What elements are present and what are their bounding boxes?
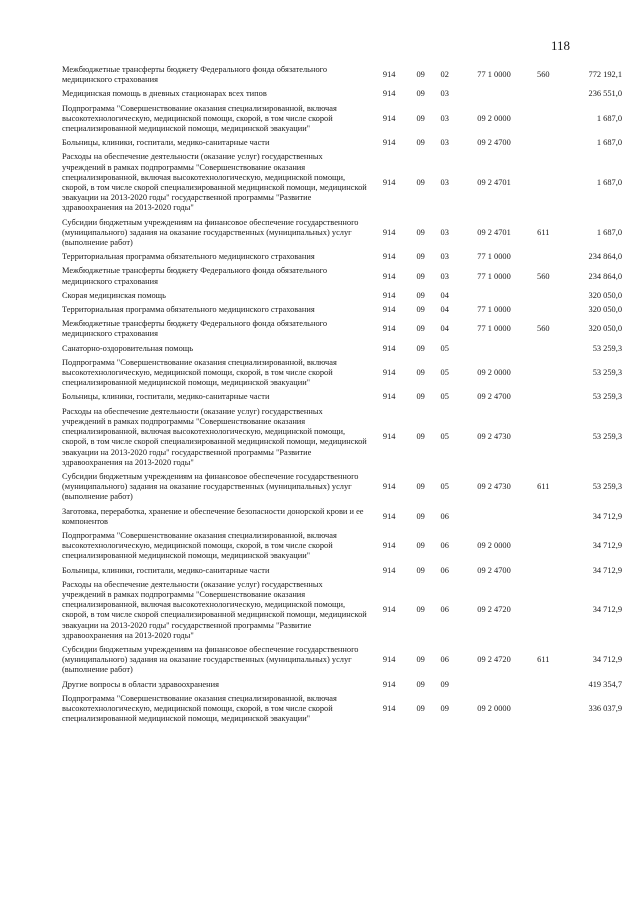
row-ved-code: 914 (382, 324, 396, 334)
row-ved-code: 914 (382, 605, 396, 615)
row-subsection-code: 06 (440, 655, 449, 665)
table-row (62, 103, 622, 138)
row-amount: 53 259,3 (592, 482, 622, 492)
row-target-article (458, 506, 529, 530)
row-amount: 234 864,0 (588, 252, 622, 262)
row-expense-type (530, 506, 557, 530)
row-section-code: 09 (416, 541, 425, 551)
row-ved-code: 914 (382, 138, 396, 148)
row-subsection-code: 05 (440, 343, 449, 353)
row-expense-type (530, 251, 557, 265)
table-row (62, 64, 622, 88)
row-ved-code: 914 (382, 565, 396, 575)
row-subsection-code: 03 (440, 177, 449, 187)
row-name: Больницы, клиники, госпитали, медико-санитарные части (62, 392, 270, 402)
row-expense-type (530, 357, 557, 392)
table-row (62, 506, 622, 530)
row-amount: 320 050,0 (588, 324, 622, 334)
row-target-article: 77 1 0000 (477, 305, 511, 315)
row-expense-type: 560 (537, 70, 550, 80)
table-row (62, 343, 622, 357)
row-target-article: 77 1 0000 (477, 70, 511, 80)
row-subsection-code: 03 (440, 252, 449, 262)
row-ved-code: 914 (382, 343, 396, 353)
row-subsection-code: 06 (440, 541, 449, 551)
row-name: Подпрограмма "Совершенствование оказания специализированной, включая высокотехнологическую, медицинской помощи, скорой, в том числе скорой специализированной медицинской помощи, медицинской эвакуации" (62, 357, 337, 388)
row-target-article: 77 1 0000 (477, 271, 511, 281)
row-amount: 320 050,0 (588, 290, 622, 300)
table-row (62, 530, 622, 565)
row-target-article (458, 679, 529, 693)
table-row (62, 251, 622, 265)
row-name: Межбюджетные трансферты бюджету Федерального фонда обязательного медицинского страхования (62, 266, 328, 286)
row-target-article: 09 2 4730 (477, 432, 511, 442)
row-section-code: 09 (416, 252, 425, 262)
row-section-code: 09 (416, 113, 425, 123)
row-subsection-code: 09 (440, 679, 449, 689)
row-ved-code: 914 (382, 252, 396, 262)
table-row (62, 88, 622, 102)
row-subsection-code: 05 (440, 482, 449, 492)
row-section-code: 09 (416, 482, 425, 492)
row-expense-type (530, 406, 557, 471)
row-name: Расходы на обеспечение деятельности (оказание услуг) государственных учреждений в рамках подпрограммы "Совершенствование оказания специализированной, включая высокотехнологическую, медицинской помощи, скорой, в том числе скорой специализированной медицинской помощи, медицинской эвакуации на 2013-2020 годы" государственной программы "Развитие здравоохранения на 2013-2020 годы" (62, 152, 367, 213)
row-name: Другие вопросы в области здравоохранения (62, 679, 219, 689)
row-amount: 1 687,0 (596, 227, 622, 237)
row-name: Межбюджетные трансферты бюджету Федерального фонда обязательного медицинского страхования (62, 319, 328, 339)
row-section-code: 09 (416, 324, 425, 334)
row-expense-type: 611 (537, 655, 550, 665)
row-expense-type (530, 137, 557, 151)
row-name: Скорая медицинская помощь (62, 290, 166, 300)
table-row (62, 565, 622, 579)
row-expense-type (530, 693, 557, 728)
row-name: Подпрограмма "Совершенствование оказания специализированной, включая высокотехнологическую, медицинской помощи, скорой, в том числе скорой специализированной медицинской помощи, медицинской эвакуации" (62, 530, 337, 561)
table-row (62, 644, 622, 679)
row-name: Межбюджетные трансферты бюджету Федерального фонда обязательного медицинского страхования (62, 65, 328, 85)
row-amount: 1 687,0 (596, 113, 622, 123)
row-amount: 34 712,9 (592, 541, 622, 551)
row-amount: 34 712,9 (592, 605, 622, 615)
row-ved-code: 914 (382, 271, 396, 281)
row-section-code: 09 (416, 565, 425, 575)
row-subsection-code: 03 (440, 227, 449, 237)
row-name: Санаторно-оздоровительная помощь (62, 343, 194, 353)
row-expense-type: 560 (537, 271, 550, 281)
row-ved-code: 914 (382, 290, 396, 300)
row-section-code: 09 (416, 655, 425, 665)
row-target-article: 09 2 4700 (477, 392, 511, 402)
row-amount: 234 864,0 (588, 271, 622, 281)
table-row (62, 471, 622, 506)
row-ved-code: 914 (382, 177, 396, 187)
table-row (62, 391, 622, 405)
row-subsection-code: 04 (440, 290, 449, 300)
row-section-code: 09 (416, 70, 425, 80)
row-ved-code: 914 (382, 392, 396, 402)
row-ved-code: 914 (382, 679, 396, 689)
row-expense-type: 611 (537, 227, 550, 237)
row-target-article: 09 2 4700 (477, 565, 511, 575)
row-amount: 320 050,0 (588, 305, 622, 315)
row-section-code: 09 (416, 305, 425, 315)
row-amount: 1 687,0 (596, 138, 622, 148)
row-ved-code: 914 (382, 703, 396, 713)
row-ved-code: 914 (382, 89, 396, 99)
row-expense-type (530, 151, 557, 216)
table-row (62, 406, 622, 471)
row-section-code: 09 (416, 679, 425, 689)
row-target-article: 09 2 0000 (477, 703, 511, 713)
table-row (62, 693, 622, 728)
row-expense-type: 560 (537, 324, 550, 334)
row-amount: 236 551,0 (588, 89, 622, 99)
page-number: 118 (551, 38, 571, 53)
row-section-code: 09 (416, 227, 425, 237)
row-ved-code: 914 (382, 541, 396, 551)
row-ved-code: 914 (382, 655, 396, 665)
row-target-article: 09 2 4701 (477, 177, 511, 187)
row-ved-code: 914 (382, 511, 396, 521)
table-row (62, 217, 622, 252)
row-subsection-code: 03 (440, 271, 449, 281)
row-ved-code: 914 (382, 482, 396, 492)
table-row (62, 357, 622, 392)
row-name: Заготовка, переработка, хранение и обеспечение безопасности донорской крови и ее компонентов (62, 506, 364, 526)
row-ved-code: 914 (382, 305, 396, 315)
row-name: Расходы на обеспечение деятельности (оказание услуг) государственных учреждений в рамках подпрограммы "Совершенствование оказания специализированной, включая высокотехнологическую, медицинской помощи, скорой, в том числе скорой специализированной медицинской помощи, медицинской эвакуации на 2013-2020 годы" государственной программы "Развитие здравоохранения на 2013-2020 годы" (62, 406, 367, 467)
budget-table (62, 64, 622, 727)
row-section-code: 09 (416, 271, 425, 281)
row-amount: 34 712,9 (592, 655, 622, 665)
row-target-article (458, 88, 529, 102)
row-expense-type: 611 (537, 482, 550, 492)
row-expense-type (530, 565, 557, 579)
row-target-article: 09 2 4701 (477, 227, 511, 237)
row-ved-code: 914 (382, 368, 396, 378)
table-row (62, 290, 622, 304)
row-name: Больницы, клиники, госпитали, медико-санитарные части (62, 565, 270, 575)
row-amount: 34 712,9 (592, 511, 622, 521)
row-amount: 53 259,3 (592, 368, 622, 378)
row-section-code: 09 (416, 343, 425, 353)
row-target-article: 77 1 0000 (477, 324, 511, 334)
row-section-code: 09 (416, 432, 425, 442)
row-target-article: 09 2 0000 (477, 113, 511, 123)
row-name: Территориальная программа обязательного медицинского страхования (62, 305, 315, 315)
row-subsection-code: 05 (440, 392, 449, 402)
row-expense-type (530, 679, 557, 693)
row-name: Подпрограмма "Совершенствование оказания специализированной, включая высокотехнологическую, медицинской помощи, скорой, в том числе скорой специализированной медицинской помощи, медицинской эвакуации" (62, 103, 337, 134)
row-subsection-code: 06 (440, 511, 449, 521)
row-subsection-code: 05 (440, 368, 449, 378)
row-subsection-code: 05 (440, 432, 449, 442)
table-row (62, 151, 622, 216)
row-section-code: 09 (416, 511, 425, 521)
row-expense-type (530, 290, 557, 304)
row-amount: 53 259,3 (592, 392, 622, 402)
row-subsection-code: 04 (440, 324, 449, 334)
row-section-code: 09 (416, 605, 425, 615)
row-subsection-code: 06 (440, 605, 449, 615)
row-subsection-code: 09 (440, 703, 449, 713)
row-expense-type (530, 343, 557, 357)
row-name: Подпрограмма "Совершенствование оказания специализированной, включая высокотехнологическую, медицинской помощи, скорой, в том числе скорой специализированной медицинской помощи, медицинской эвакуации" (62, 693, 337, 724)
row-name: Расходы на обеспечение деятельности (оказание услуг) государственных учреждений в рамках подпрограммы "Совершенствование оказания специализированной, включая высокотехнологическую, медицинской помощи, скорой, в том числе скорой специализированной медицинской помощи, медицинской эвакуации на 2013-2020 годы" государственной программы "Развитие здравоохранения на 2013-2020 годы" (62, 579, 367, 640)
row-subsection-code: 02 (440, 70, 449, 80)
row-target-article (458, 343, 529, 357)
row-expense-type (530, 391, 557, 405)
row-target-article: 09 2 4720 (477, 655, 511, 665)
table-row (62, 579, 622, 644)
row-subsection-code: 03 (440, 138, 449, 148)
row-name: Территориальная программа обязательного медицинского страхования (62, 252, 315, 262)
row-section-code: 09 (416, 392, 425, 402)
row-name: Больницы, клиники, госпитали, медико-санитарные части (62, 138, 270, 148)
row-target-article: 09 2 4720 (477, 605, 511, 615)
row-ved-code: 914 (382, 113, 396, 123)
row-subsection-code: 03 (440, 113, 449, 123)
row-expense-type (530, 103, 557, 138)
row-target-article: 09 2 4700 (477, 138, 511, 148)
row-expense-type (530, 579, 557, 644)
row-name: Субсидии бюджетным учреждениям на финансовое обеспечение государственного (муниципального) задания на оказание государственных (муниципальных) услуг (выполнение работ) (62, 644, 359, 675)
row-subsection-code: 06 (440, 565, 449, 575)
row-ved-code: 914 (382, 70, 396, 80)
row-expense-type (530, 530, 557, 565)
row-name: Медицинская помощь в дневных стационарах всех типов (62, 89, 267, 99)
row-amount: 336 037,9 (588, 703, 622, 713)
row-expense-type (530, 88, 557, 102)
table-row (62, 318, 622, 342)
row-section-code: 09 (416, 138, 425, 148)
row-amount: 1 687,0 (596, 177, 622, 187)
row-amount: 772 192,1 (588, 70, 622, 80)
row-amount: 34 712,9 (592, 565, 622, 575)
table-row (62, 679, 622, 693)
row-section-code: 09 (416, 368, 425, 378)
row-subsection-code: 04 (440, 305, 449, 315)
row-target-article (458, 290, 529, 304)
table-row (62, 265, 622, 289)
row-name: Субсидии бюджетным учреждениям на финансовое обеспечение государственного (муниципального) задания на оказание государственных (муниципальных) услуг (выполнение работ) (62, 471, 359, 502)
table-row (62, 137, 622, 151)
row-expense-type (530, 304, 557, 318)
row-section-code: 09 (416, 177, 425, 187)
row-ved-code: 914 (382, 432, 396, 442)
row-amount: 419 354,7 (588, 679, 622, 689)
row-target-article: 77 1 0000 (477, 252, 511, 262)
row-target-article: 09 2 0000 (477, 368, 511, 378)
row-target-article: 09 2 4730 (477, 482, 511, 492)
table-row (62, 304, 622, 318)
row-target-article: 09 2 0000 (477, 541, 511, 551)
row-section-code: 09 (416, 703, 425, 713)
row-section-code: 09 (416, 290, 425, 300)
row-name: Субсидии бюджетным учреждениям на финансовое обеспечение государственного (муниципального) задания на оказание государственных (муниципальных) услуг (выполнение работ) (62, 217, 359, 248)
row-section-code: 09 (416, 89, 425, 99)
row-subsection-code: 03 (440, 89, 449, 99)
row-amount: 53 259,3 (592, 343, 622, 353)
row-ved-code: 914 (382, 227, 396, 237)
row-amount: 53 259,3 (592, 432, 622, 442)
